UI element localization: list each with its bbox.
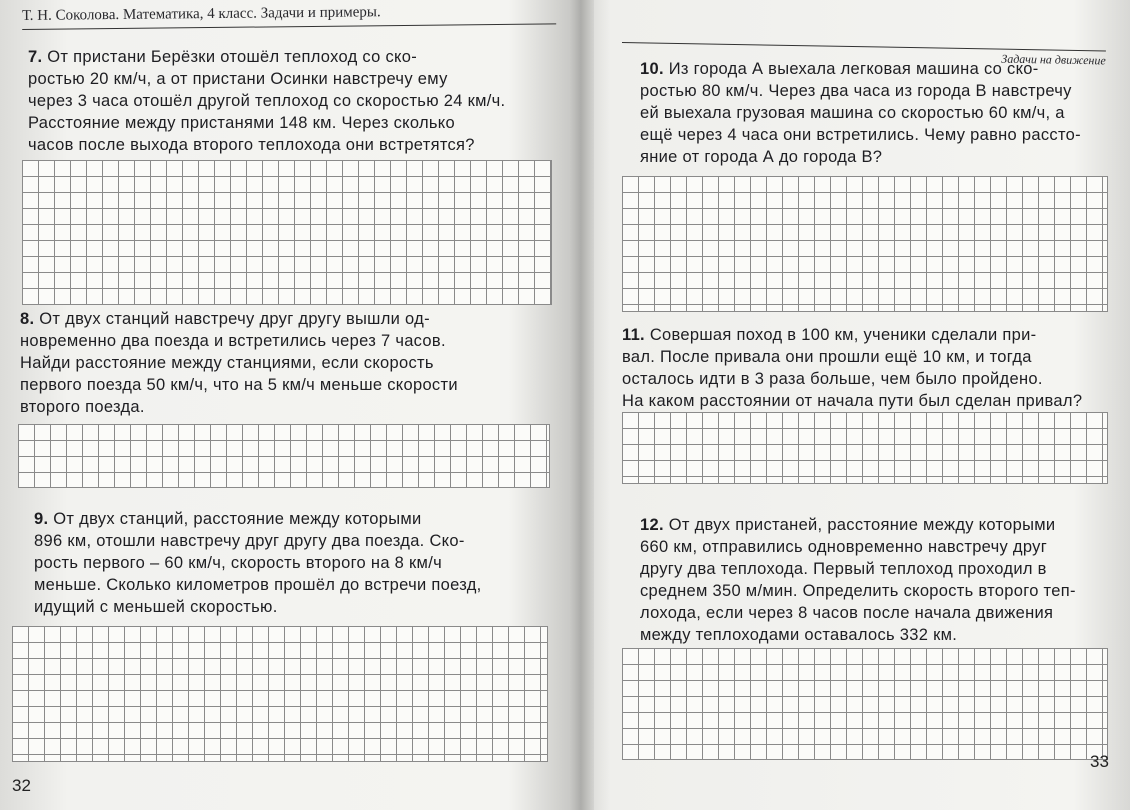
- answer-grid-11[interactable]: [622, 412, 1108, 484]
- problem-8-line-4: первого поезда 50 км/ч, что на 5 км/ч меньше скорости: [20, 376, 458, 394]
- problem-12-number: 12.: [640, 516, 664, 534]
- problem-10-line-5: яние от города А до города В?: [640, 148, 883, 166]
- problem-10: [640, 58, 1081, 168]
- problem-12-line-6: между теплоходами оставалось 332 км.: [640, 626, 958, 644]
- problem-10-line-1: Из города А выехала легковая машина со ско-: [668, 60, 1039, 78]
- problem-12: [640, 514, 1076, 646]
- answer-grid-12[interactable]: [622, 648, 1108, 760]
- problem-12-line-3: другу два теплохода. Первый теплоход проходил в: [640, 560, 1047, 578]
- problem-8-line-3: Найди расстояние между станциями, если скорость: [20, 354, 434, 372]
- problem-10-line-4: ещё через 4 часа они встретились. Чему равно рассто-: [640, 126, 1081, 144]
- answer-grid-7[interactable]: [22, 160, 552, 305]
- left-page-header: Т. Н. Соколова. Математика, 4 класс. Задачи и примеры.: [22, 2, 556, 30]
- problem-11-line-1: Совершая поход в 100 км, ученики сделали при-: [649, 326, 1037, 344]
- problem-11-line-4: На каком расстоянии от начала пути был сделан привал?: [622, 392, 1083, 410]
- problem-7-line-3: через 3 часа отошёл другой теплоход со скоростью 24 км/ч.: [28, 92, 506, 110]
- problem-10-number: 10.: [640, 60, 664, 78]
- problem-9-line-3: рость первого – 60 км/ч, скорость второго на 8 км/ч: [34, 554, 442, 572]
- problem-7-number: 7.: [28, 48, 43, 66]
- problem-12-line-1: От двух пристаней, расстояние между которыми: [668, 516, 1056, 534]
- problem-8-line-5: второго поезда.: [20, 398, 145, 416]
- right-page-number: 33: [1090, 752, 1109, 771]
- problem-9: [34, 508, 482, 618]
- problem-7: [28, 46, 505, 156]
- problem-12-line-4: среднем 350 м/мин. Определить скорость второго теп-: [640, 582, 1076, 600]
- left-page-number: 32: [12, 776, 31, 795]
- problem-12-line-2: 660 км, отправились одновременно навстречу друг: [640, 538, 1048, 556]
- right-page: [590, 0, 1130, 810]
- problem-7-line-1: От пристани Берёзки отошёл теплоход со ско-: [47, 48, 418, 66]
- problem-9-number: 9.: [34, 510, 49, 528]
- problem-8-line-2: новременно два поезда и встретились через 7 часов.: [20, 332, 446, 350]
- problem-8: [20, 308, 458, 418]
- problem-11-line-3: осталось идти в 3 раза больше, чем было пройдено.: [622, 370, 1043, 388]
- answer-grid-8[interactable]: [18, 424, 550, 488]
- problem-10-line-3: ей выехала грузовая машина со скоростью 60 км/ч, а: [640, 104, 1065, 122]
- problem-9-line-4: меньше. Сколько километров прошёл до встречи поезд,: [34, 576, 482, 594]
- problem-8-number: 8.: [20, 310, 35, 328]
- answer-grid-10[interactable]: [622, 176, 1108, 312]
- problem-10-line-2: ростью 80 км/ч. Через два часа из города В навстречу: [640, 82, 1072, 100]
- problem-7-line-2: ростью 20 км/ч, а от пристани Осинки навстречу ему: [28, 70, 448, 88]
- answer-grid-9[interactable]: [12, 626, 548, 762]
- problem-9-line-5: идущий с меньшей скоростью.: [34, 598, 278, 616]
- problem-12-line-5: лохода, если через 8 часов после начала движения: [640, 604, 1054, 622]
- problem-11-number: 11.: [622, 326, 645, 344]
- problem-9-line-2: 896 км, отошли навстречу друг другу два поезда. Ско-: [34, 532, 465, 550]
- problem-8-line-1: От двух станций навстречу друг другу вышли од-: [39, 310, 430, 328]
- problem-11-line-2: вал. После привала они прошли ещё 10 км, и тогда: [622, 348, 1032, 366]
- problem-7-line-5: часов после выхода второго теплохода они встретятся?: [28, 136, 475, 154]
- problem-11: [622, 324, 1082, 412]
- right-page-header: Задачи на движение: [622, 42, 1106, 68]
- problem-9-line-1: От двух станций, расстояние между которыми: [53, 510, 422, 528]
- problem-7-line-4: Расстояние между пристанями 148 км. Через сколько: [28, 114, 455, 132]
